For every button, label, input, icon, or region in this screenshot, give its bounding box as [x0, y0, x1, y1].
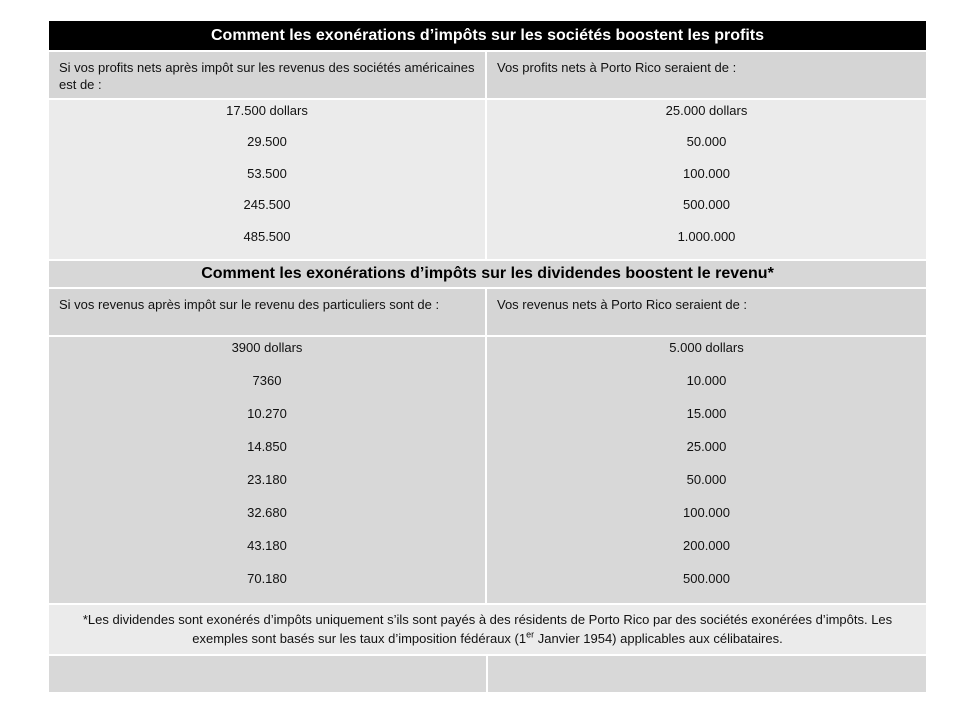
table1-left-column	[49, 100, 487, 259]
table1-header-right: Vos profits nets à Porto Rico seraient de :	[497, 60, 737, 75]
table2-left-value: 43.180	[247, 538, 287, 553]
table1-left-value: 53.500	[247, 165, 287, 181]
empty-cell-left	[49, 656, 488, 692]
table1-title	[49, 21, 926, 50]
table2-title	[49, 259, 926, 287]
empty-row	[49, 654, 926, 692]
table2-left-value: 23.180	[247, 472, 287, 487]
table1-title-text: Comment les exonérations d’impôts sur les sociétés boostent les profits	[210, 26, 765, 44]
table1-right-column	[487, 100, 926, 259]
table1-right-value: 1.000.000	[677, 228, 736, 244]
table2-right-value: 10.000	[686, 373, 727, 388]
table2-right-column	[487, 337, 926, 603]
table1-left-value: 485.500	[243, 228, 291, 244]
table1-header-row	[49, 50, 926, 98]
table2-data-row	[49, 335, 926, 603]
table2-right-value: 5.000 dollars	[669, 340, 744, 355]
table2-left-value: 7360	[252, 373, 282, 388]
footnote-text-end: Janvier 1954) applicables aux célibataires.	[534, 631, 783, 646]
table1-right-value: 500.000	[683, 197, 730, 213]
table2-title-text: Comment les exonérations d’impôts sur les dividendes boostent le revenu*	[201, 265, 774, 282]
table2-left-value: 3900 dollars	[231, 340, 303, 355]
table2-left-value: 14.850	[247, 439, 287, 454]
table1-left-value: 29.500	[247, 134, 287, 150]
table2-header-right: Vos revenus nets à Porto Rico seraient de :	[497, 297, 748, 312]
table2-header-row	[49, 287, 926, 335]
footnote	[49, 603, 926, 654]
table2-right-value: 15.000	[686, 406, 727, 421]
table1-left-value: 245.500	[243, 197, 291, 213]
table2-left-value: 10.270	[247, 406, 287, 421]
table2-right-value: 500.000	[683, 571, 730, 586]
table1-data-row	[49, 98, 926, 259]
table2-right-value: 200.000	[683, 538, 730, 553]
table1-right-value: 50.000	[686, 134, 727, 150]
table2-left-value: 70.180	[247, 571, 287, 586]
table2-right-value: 100.000	[683, 505, 730, 520]
table1-left-value: 17.500 dollars	[226, 103, 308, 118]
table2-header-left: Si vos revenus après impôt sur le revenu des particuliers sont de :	[49, 289, 487, 335]
table1-right-value: 25.000 dollars	[665, 103, 748, 118]
table2-right-value: 25.000	[686, 439, 727, 454]
footnote-text: *Les dividendes sont exonérés d’impôts uniquement s’ils sont payés à des résidents de Porto Rico par des sociétés exonérées d’impôts. Les exemples sont basés sur les taux d’imposition fédéraux (1	[82, 612, 893, 646]
footnote-superscript: er	[526, 629, 535, 640]
table1-right-value: 100.000	[683, 165, 730, 181]
table1-header-left: Si vos profits nets après impôt sur les revenus des sociétés américaines est de :	[49, 52, 487, 98]
tax-table	[49, 21, 926, 692]
table2-left-column	[49, 337, 487, 603]
table2-right-value: 50.000	[686, 472, 727, 487]
table2-left-value: 32.680	[247, 505, 287, 520]
empty-cell-right	[488, 656, 926, 692]
